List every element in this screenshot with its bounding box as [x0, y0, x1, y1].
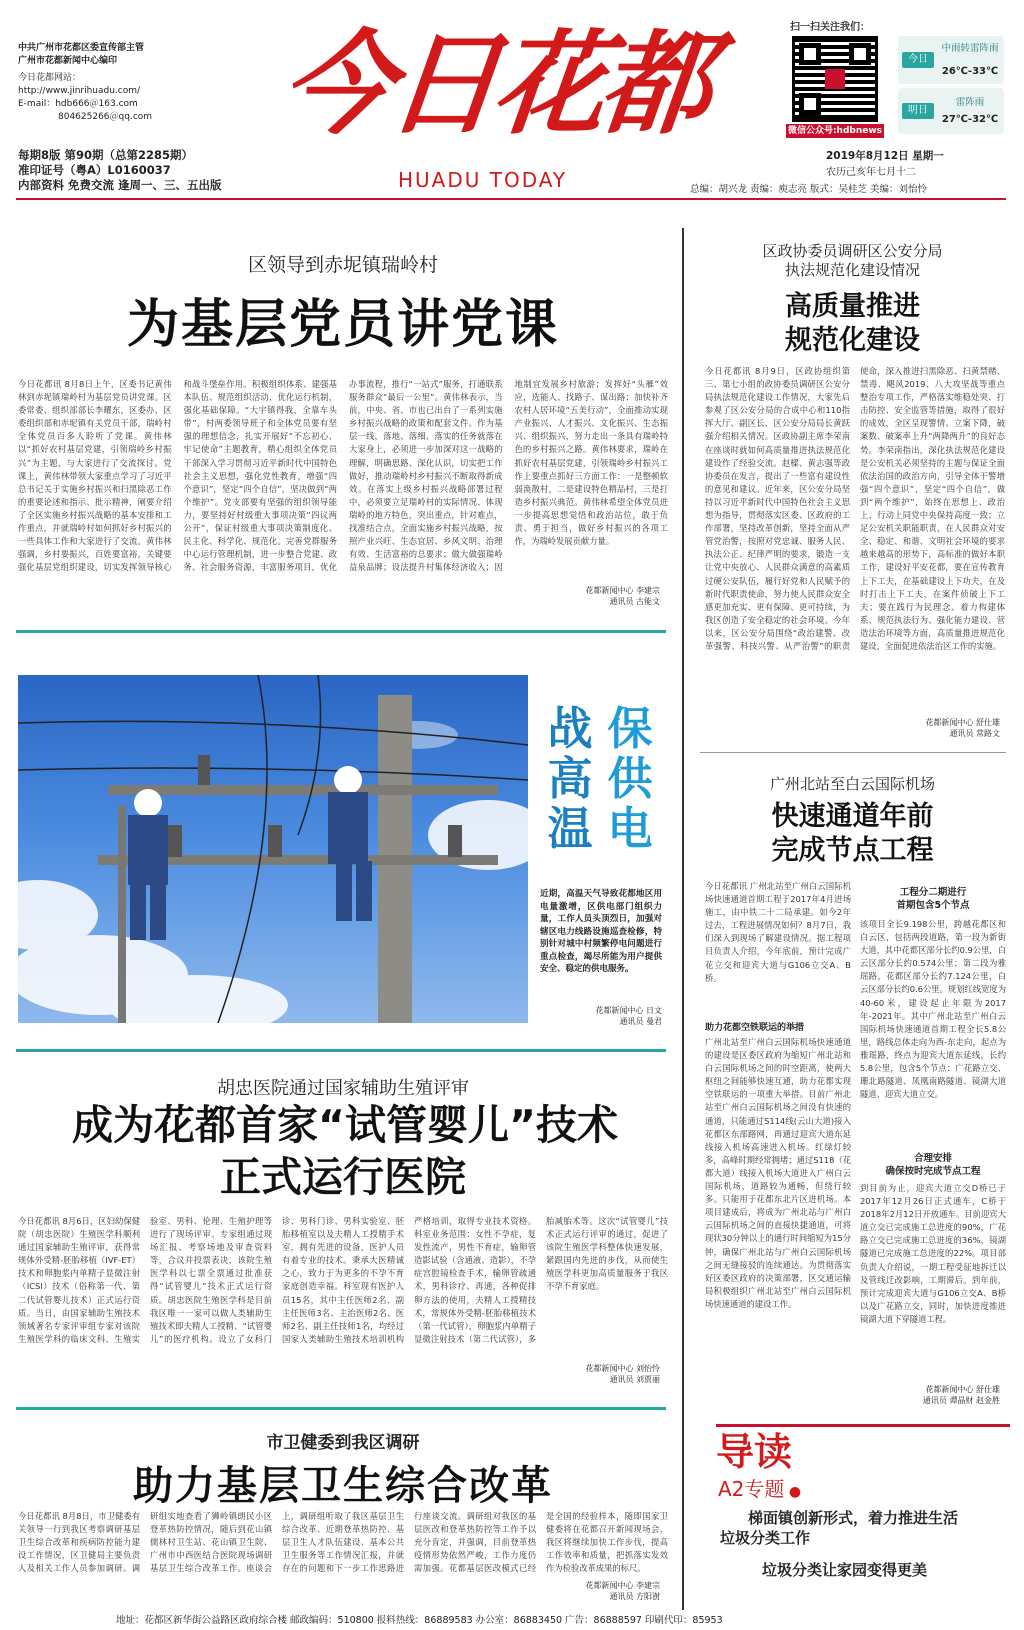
article-headline: 为基层党员讲党课	[126, 294, 559, 355]
publisher-line: 中共广州市花都区委宣传部主管	[18, 43, 145, 53]
article-body: 今日花都讯 8月6日，区妇幼保健院（胡忠医院）生殖医学科顺利通过国家辅助生殖评审，获得常规体外受精-胚胎移植（IVF-ET）技术和卵胞浆内单精子显微注射（ICSI）技术（俗称第一代、第二代试管婴儿技术）正式运行资质。当日，由国家辅助生殖技术领域著名专家评审组专家对该院生殖医学科的临床文科、生殖实验室、男科、伦理、生殖护理等进行了现场评审。专家组通过现场汇报、考察场地及审查资料等，合议并投票表决，该院生殖医学科以七票全票通过批准获得“试管婴儿”技术正式运行资质。胡忠医院生殖医学科是目前我区唯一一家可以做人类辅助生殖技术即夫精人工授精、“试管婴儿”的医疗机构。设立了女科门诊、男科门诊、男科实验室、胚胎移植室以及夫精人工授精手术室，拥有先进的设备，医护人员有着专业的技术。秉承大医精诚之心，致力于为更多的不孕不育家庭创造幸福。科室现有医护人员15名，其中主任医师2名、副主任医师3名、主治医师2名、医师2名、副主任技师1名，均经过国家人类辅助生殖技术培训机构严格培训，取得专业技术资格。科室业务范围：女性不孕症，复发性流产，男性不育症，输卵管造影试验（含通液、造影），不孕症宫腔镜检查手术，输卵管疏通术，男科诊疗、再通，各种促排卵方法的使用，夫精人工授精技术，常规体外受精-胚胎移植技术（第一代试管），卵胞浆内单精子显微注射技术（第二代试管），多胎减胎术等。这次“试管婴儿”技术正式运行评审的通过，促进了该院生殖医学科整体快速发展，紧跟国内先进的步伐，从而使生殖医学科更加高质量服务于我区不孕不育家庭。	[18, 1216, 668, 1344]
weather-today	[898, 36, 1004, 84]
photo-title-char: 高	[547, 752, 593, 805]
article-subheading: 助力花都空铁联运的举措	[705, 1023, 805, 1033]
photo-title-char: 电	[607, 802, 653, 855]
publisher-info	[18, 42, 258, 68]
article-kicker	[700, 242, 1005, 280]
byline-correspondent: 通讯员 常路文	[949, 729, 1000, 738]
weather-temperature: 27℃-32℃	[941, 114, 999, 125]
lunar-date: 农历己亥年七月十二	[826, 167, 916, 178]
byline-reporter: 花都新闻中心 刘怡怜	[585, 1364, 660, 1373]
article-body-section: 到目前为止，迎宾大道立交D桥已于2017年12月26日正式通车，C桥于2018年2月12日开放通车。目前迎宾大道立交已完成施工总进度的90%，广花路立交已完成施工总进度的36%，镜湖隧道已完成施工总进度的22%。项目部负责人介绍说，一期工程受征地拆迁以及管线迁改影响，工期滞后。到年前，预计完成迎宾大道与G106立交A、B桥以及广花路立交，同时，加快进度推进镜湖大道下穿隧道工程。	[860, 1183, 1006, 1324]
footer-contact: 地址：花都区新华街公益路区政府综合楼 邮政编码：510800 报料热线：86889583 办公室：86883450 广告：86888597 印刷代印：85953	[116, 1615, 723, 1626]
byline-correspondent: 通讯员 古能文	[609, 597, 660, 606]
article-headline: 成为花都首家“试管婴儿”技术	[72, 1101, 618, 1149]
wechat-label: 微信公众号:hdbnews	[787, 126, 883, 136]
guide-item-line: 梯面镇创新形式，着力推进生活	[748, 1509, 959, 1527]
dot-icon: ●	[784, 1484, 802, 1500]
kicker-line: 区政协委员调研区公安分局	[762, 242, 943, 260]
website-link[interactable]: http://www.jinrihuadu.com/	[18, 86, 141, 96]
article-subheading	[860, 1152, 1006, 1178]
qr-code-icon	[792, 36, 878, 122]
frequency-line: 内部资料 免费交流 逢周一、三、五出版	[18, 178, 222, 192]
email-line-2: 804625266＠qq.com	[58, 112, 153, 122]
byline-reporter: 花都新闻中心 舒仕雄	[925, 718, 1000, 727]
photo-title	[540, 702, 660, 855]
article-kicker: 市卫健委到我区调研	[266, 1433, 420, 1453]
guide-item[interactable]: 垃圾分类让家园变得更美	[762, 1561, 928, 1579]
byline-reporter: 花都新闻中心 李建宗	[585, 1581, 660, 1590]
weather-condition: 雷阵雨	[955, 97, 985, 108]
linemen-photo-illustration	[18, 675, 528, 1023]
article-headline	[700, 800, 1005, 868]
byline-correspondent: 通讯员 谭晶财 赵金胜	[922, 1396, 1000, 1405]
guide-item[interactable]	[720, 1508, 1010, 1548]
subheading-line: 合理安排	[913, 1153, 952, 1164]
byline-correspondent: 通讯员 曼君	[619, 1017, 662, 1026]
permit-line: 准印证号（粤A）L0160037	[18, 163, 171, 177]
photo-title-char: 供	[607, 752, 653, 805]
guide-section-label	[718, 1476, 801, 1505]
email-line: E-mail：hdb666＠163.com	[18, 99, 138, 109]
guide-item-line: 垃圾分类工作	[720, 1529, 811, 1547]
guide-top-rule	[716, 1424, 1010, 1427]
section-divider	[700, 752, 1006, 753]
logo-subtitle: HUADU TODAY	[398, 168, 568, 192]
photo-title-char: 温	[547, 802, 593, 855]
section-divider	[16, 1049, 666, 1052]
weather-condition: 中雨转雷阵雨	[941, 43, 999, 54]
qr-caption: 扫一扫关注我们：	[790, 22, 870, 33]
article-byline	[500, 1580, 660, 1602]
article-body: 今日花都讯 8月9日，区政协组织第三、第七小组的政协委员调研区公安分局执法规范化建设工作情况，大家先后参观了区公安分局的合成中心和110指挥大厅、副区长、区公安分局局长黄跃强介绍相关情况。区政协副主席李荣南在座谈时就如何高质量推进执法规范化建设作了经验交流。赵樑、黄志强等政协委员在发言，提出了一些富有建设性的意见和建议。近年来，区公安分局坚持以习近平新时代中国特色社会主义思想为指导，贯彻落实区委、区政府的工作部署，坚持改革创新，坚持全面从严管党治警，按照对党忠诚、服务人民、执法公正、纪律严明的要求，锻造一支让党中央放心、人民群众满意的高素质过硬公安队伍，履行好党和人民赋予的新时代职责使命，努力使人民群众安全感更加充实、更有保障、更可持续，为我区创造了安全稳定的社会环境。今年以来，区公安分局围绕“政治建警、改革强警、科技兴警、从严治警”的职责使命，深入推进扫黑除恶、扫黄禁赌、禁毒、飓风2019、八大攻坚战等重点整治专项工作，严格落实维稳处突、打击防控、安全监管等措施，取得了很好的成效，全区呈现警情、立案下降，破案数、破案率上升“两降两升”的良好态势。李荣南指出，深化执法规范化建设是公安机关必须坚持的主题与保证全面依法治国的政治方向，引导全体干警增强“四个意识”，坚定“四个自信”，做到“两个维护”，始终在思想上、政治上、行动上同党中央保持高度一致；立足公安机关职能职责，在人民群众对安全、稳定、和谐、文明社会环境的要求越来越高的形势下，高标准的做好本职工作，建设好平安花都，要在宣传教育上下工夫，在基础建设上下功夫，在及时打击上下工夫，在案件侦破上下工夫；要在践行为民理念、着力构建体系、规范执法行为、强化能力建设、营造法治环境等方面，高质量推进规范化建设，全面促进依法治区工作的实施。	[705, 366, 1005, 651]
headline-line: 完成节点工程	[771, 835, 934, 866]
newspaper-logo: 今日花都	[275, 19, 713, 150]
article-body: 今日花都讯 8月8日上午，区委书记黄伟林到赤坭镇瑞岭村为基层党员讲党课。区委常委、组织部部长李耀东，区委办、区委组织部和赤坭镇有关党员干部，瑞岭村全体党员百多人聆听了党课。黄伟林以“抓好农村基层党建，引领瑞岭乡村振兴”为主题，与大家进行了交流探讨。党课上，黄伟林带领大家重点学习了习近平总书记关于实施乡村振兴和扫黑除恶工作的重要论述和指示、批示精神，阐要介绍了全区实施乡村振兴战略的基本安排和工作重点，并就瑞岭村如何抓好乡村振兴的一些具体工作和大家进行了交流。黄伟林强调，乡村要振兴，百姓要富裕，关键要强化基层党组织建设，切实发挥领导核心和战斗堡垒作用。积极组织体系、建强基本队伍、规范组织活动、优化运行机制，强化基础保障。“大宇镇得我，全靠车头带”，村两委领导班子和全体党员要有坚强的理想信念，扎实开展好“不忘初心、牢记使命”主题教育，精心组织全体党员干部深入学习贯彻习近平新时代中国特色社会主义思想，强化党性教育，增强“四个意识”，坚定“四个自信”，坚决做到“两个维护”。党支部要有坚强的组织领导能力，要坚持好村级重大事项决策“四议两公开”，保证村级重大事项决策制度化、民主化、科学化、规范化。完善党群服务中心运行管理机制，进一步整合党建、政务、社会服务资源，丰富服务项目，优化办事流程，推行“一站式”服务，打通联系服务群众“最后一公里”。黄伟林表示，当前，中央、省、市也已出台了一系列实施乡村振兴战略的政策和配套文件。作为基层一线，落地、落细、落实的任务就落在大家身上，必须进一步加深对这一战略的理解，明确思路、深化认识，切实把工作做好，推动瑞岭村乡村振兴不断取得新成效。在落实上级乡村振兴战略部署过程中，必须要立足瑞岭村的实际情况、体现瑞岭的地方特色，突出重点，针对难点，找准结合点，全面实施乡村振兴战略，按照产业兴旺、生态宜居、乡风文明、治理有效、生活富裕的总要求；做大做强瑞岭益泉品牌；设法提升村集体经济收入；因地制宜发展乡村旅游；发挥好“头雁”效应，选能人、找路子、谋出路；加快补齐农村人居环境“五美行动”，全面推动实现产业振兴、人才振兴、文化振兴、生态振兴、组织振兴，努力走出一条具有瑞岭特色的乡村振兴之路。黄伟林要求，瑞岭在抓好农村基层党建，引领瑞岭乡村振兴工作上要重点抓好三方面工作：一是整顿软弱涣散村，二是建设特色精品村，三是打造乡村振兴典范。黄伟林希望全体党员进一步提高思想觉悟和政治站位，敢于负责、勇于担当，做好乡村振兴的各项工作，为瑞岭发展贡献力量。	[18, 379, 668, 573]
weather-temperature: 26℃-33℃	[941, 66, 999, 77]
article-headline-line2: 正式运行医院	[220, 1153, 466, 1201]
photo-linemen	[18, 675, 528, 1023]
section-divider	[16, 1407, 666, 1410]
website-label: 今日花都网站：	[18, 73, 82, 83]
photo-title-char: 战	[547, 702, 593, 755]
byline-reporter: 花都新闻中心 日文	[595, 1006, 662, 1015]
weather-day-label: 今日	[902, 52, 934, 68]
weather-tomorrow	[898, 88, 1004, 134]
weather-day-label: 明日	[902, 103, 934, 119]
article-kicker: 胡忠医院通过国家辅助生殖评审	[217, 1078, 469, 1099]
article-body-intro: 今日花都讯 广州北站至广州白云国际机场快速通道首期工程于2017年4月进场施工，由中铁二十二局承建。如今2年过去，工程进展情况如何？8月7日，我们深入到现场了解建设情况。据工程项目负责人介绍，今年底前，预计完成广花立交和迎宾大道与G106立交A、B桥。	[705, 881, 851, 983]
article-subheading	[860, 886, 1006, 912]
byline-reporter: 花都新闻中心 舒仕雄	[925, 1385, 1000, 1394]
kicker-line: 执法规范化建设情况	[784, 261, 920, 279]
article-body: 今日花都讯 8月8日，市卫健委有关领导一行到我区考察调研基层卫生综合改革和疾病防控能力建设工作情况，区卫健局主要负责人及相关工作人员参加调研。调研组实地查看了狮岭镇朗民小区登革热防控情况，随后到花山镇儒林村卫生站、花山镇卫生院、广州市中西医结合医院现场调研基层卫生综合改革工作。座谈会上，调研组听取了我区基层卫生综合改革、近期登革热防控、基层卫生人才队伍建设、基本公共卫生服务等工作情况汇报，并就存在的问题和下一步工作思路进行座谈交流。调研组对我区的基层医改和登革热防控等工作予以充分肯定，并强调，目前登革热疫情形势依然严峻，工作力度仍需加强。花都基层医改模式已经是全国的经验样本，随即国家卫健委将在花都召开新闻现场会，我区将继续加快工作步伐，提高工作效率和质量，把抓落实发效作为检验改革成果的标尺。	[18, 1511, 668, 1574]
article-byline	[500, 1363, 660, 1385]
article-byline	[860, 717, 1000, 739]
article-byline	[860, 1384, 1000, 1406]
date-line: 2019年8月12日 星期一	[826, 150, 944, 162]
worker-left	[128, 789, 168, 940]
headline-line: 高质量推进	[785, 291, 920, 322]
column-divider	[682, 228, 684, 1610]
headline-line: 快速通道年前	[771, 801, 934, 832]
contact-info	[18, 72, 258, 124]
subheading-line: 工程分二期进行	[899, 887, 967, 898]
section-divider	[16, 630, 666, 633]
photo-byline	[540, 1005, 662, 1027]
subheading-line: 首期包含5个节点	[896, 900, 970, 911]
byline-correspondent: 通讯员 刘贾丽	[609, 1375, 660, 1384]
byline-correspondent: 通讯员 方阳澍	[609, 1592, 660, 1601]
article-kicker: 区领导到赤坭镇瑞岭村	[247, 254, 438, 276]
photo-title-char: 保	[607, 702, 653, 755]
article-headline	[700, 290, 1005, 358]
editor-credits: 总编：胡兴龙 责编：庾志亮 版式：吴桂芝 美编：刘怡怜	[690, 184, 928, 195]
article-byline	[500, 585, 660, 607]
article-body-section: 广州北站至广州白云国际机场快速通道的建设是区委区政府为缩短广州北站和白云国际机场之间的时空距离，使两大枢纽之间能够快速互通，助力花都实现空铁联运的一项重大举措。目前广州北站至广州白云国际机场之间没有快速的通道，只能通过S114线(云山大道)接入花都区东部路网，再通过迎宾大道东延线接入机场高速进入机场。红绿灯较多，高峰时期经常拥堵；通过S118（花都大道）线接入机场大道进入广州白云国际机场，道路较为通畅，但绕行较多。只能用于花都东北片区进机场。本项目建成后，将成为广州北站与广州白云国际机场之间的直接快捷通道，可将现状30分钟以上的通行时间缩短为15分钟，确保广州北站与广州白云国际机场之间无缝接驳的连续通达。为贯彻落实好区委区政府的决策部署，区交通运输局积极组织广州北站至广州白云国际机场快速通道的建设工作。	[705, 1037, 851, 1309]
guide-label-text: A2专题	[718, 1477, 785, 1501]
article-kicker: 广州北站至白云国际机场	[769, 775, 935, 793]
publisher-line: 广州市花都新闻中心编印	[18, 56, 118, 66]
guide-title: 导读	[716, 1430, 793, 1474]
byline-reporter: 花都新闻中心 李建宗	[585, 586, 660, 595]
issue-info	[18, 148, 288, 193]
article-headline: 助力基层卫生综合改革	[133, 1462, 553, 1509]
photo-caption: 近期，高温天气导致花都地区用电量激增，区供电部门组织力量，工作人员头顶烈日，加强对辖区电力线路设施巡查检修，特别针对城中村频繁停电问题进行重点检查，竭尽所能为用户提供安全、稳定的供电服务。	[540, 889, 662, 974]
headline-line: 规范化建设	[785, 325, 920, 356]
subheading-line: 确保按时完成节点工程	[885, 1166, 981, 1177]
issue-line: 每期8版 第90期（总第2285期）	[18, 148, 194, 162]
masthead-divider	[16, 198, 1006, 200]
article-body-section: 该项目全长9.198公里，跨越花都区和白云区，包括两段道路，第一段为新街大道，其中花都区部分长约0.9公里，白云区部分长约0.574公里；第二段为雅瑶路，花都区部分长约7.124公里，白云区部分长约0.6公里。规划红线宽度为40-60米，建设起止年限为2017年-2021年。其中广州北站至广州白云国际机场快速通道首期工程全长5.8公里，路线总体走向为西-东走向，起点为雅瑶路，终点为迎宾大道东延线，长约5.8公里，包含5个节点：广花路立交、珊北路隧道、凤凰南路隧道、镜湖大道隧道、迎宾大道立交。	[860, 919, 1006, 1100]
